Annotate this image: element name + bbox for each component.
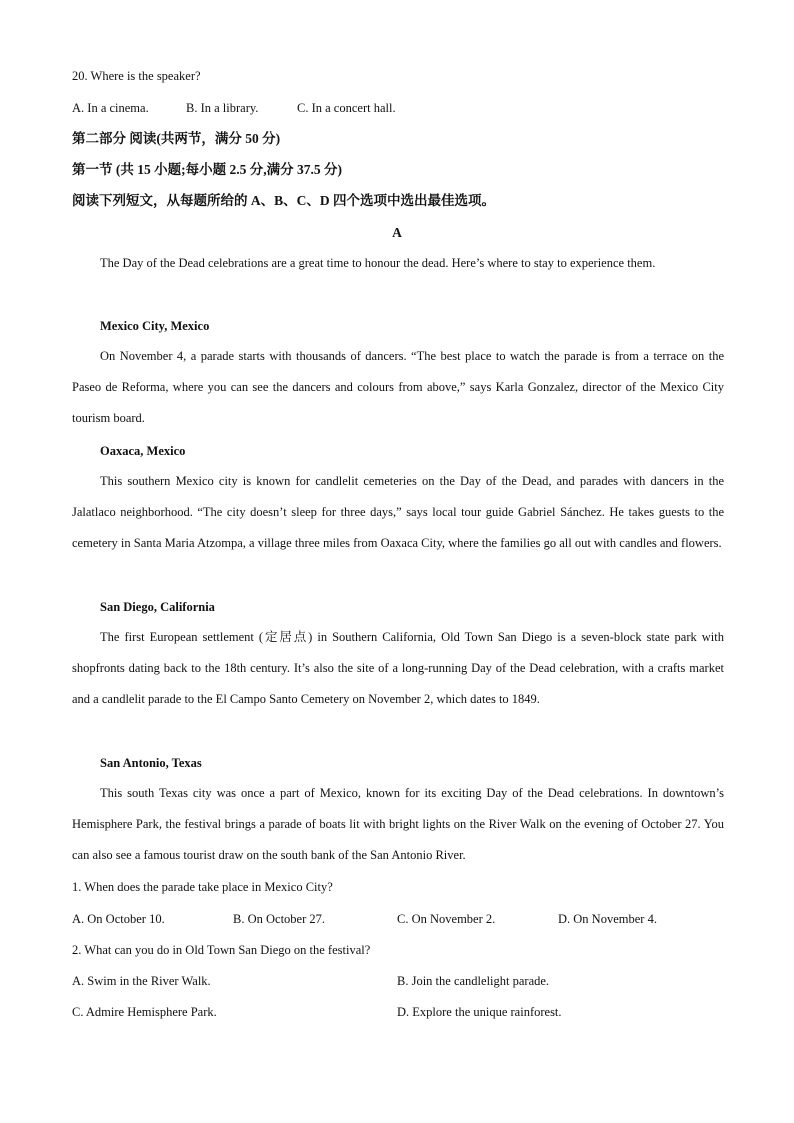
- question-20: 20. Where is the speaker?: [72, 69, 201, 83]
- q1-option-c: C. On November 2.: [397, 912, 496, 926]
- passage-label: A: [392, 225, 402, 240]
- q1-option-a: A. On October 10.: [72, 912, 165, 926]
- passage-intro: The Day of the Dead celebrations are a great time to honour the dead. Here’s where to stay to experience them.: [100, 256, 656, 270]
- section-1-heading: 第一节 (共 15 小题;每小题 2.5 分,满分 37.5 分): [72, 162, 342, 177]
- place-heading-san-antonio: San Antonio, Texas: [100, 756, 202, 770]
- place-text-mexico-city: On November 4, a parade starts with thousands of dancers. “The best place to watch the parade is from a terrace on the Paseo de Reforma, where you can see the dancers and colours from above,” says Karla Gonzalez, director of the Mexico City tourism board.: [72, 349, 724, 425]
- section-part2-heading: 第二部分 阅读(共两节，满分 50 分): [72, 131, 281, 146]
- question-1: 1. When does the parade take place in Mexico City?: [72, 880, 333, 894]
- q2-option-b: B. Join the candlelight parade.: [397, 974, 550, 988]
- q20-option-c: C. In a concert hall.: [297, 101, 396, 115]
- question-2: 2. What can you do in Old Town San Diego on the festival?: [72, 943, 371, 957]
- q20-option-a: A. In a cinema.: [72, 101, 149, 115]
- q1-option-d: D. On November 4.: [558, 912, 657, 926]
- q1-option-b: B. On October 27.: [233, 912, 325, 926]
- place-text-san-antonio: This south Texas city was once a part of Mexico, known for its exciting Day of the Dead celebrations. In downtown’s Hemisphere Park, the festival brings a parade of boats lit with bright lights on the River Walk on the evening of October 27. You can also see a famous tourist draw on the south bank of the San Antonio River.: [72, 786, 724, 862]
- place-heading-mexico-city: Mexico City, Mexico: [100, 319, 210, 333]
- place-text-oaxaca: This southern Mexico city is known for candlelit cemeteries on the Day of the Dead, and parades with dancers in the Jalatlaco neighborhood. “The city doesn’t sleep for three days,” says local tour guide Gabriel Sánchez. He takes guests to the cemetery in Santa Maria Atzompa, a village three miles from Oaxaca City, where the families go all out with candles and flowers.: [72, 474, 724, 550]
- q20-option-b: B. In a library.: [186, 101, 259, 115]
- place-text-san-diego: The first European settlement (定居点) in Southern California, Old Town San Diego is a seven-block state park with shopfronts dating back to the 18th century. It’s also the site of a long-running Day of the Dead celebration, with a crafts market and a candlelit parade to the El Campo Santo Cemetery on November 2, which dates to 1849.: [72, 630, 724, 706]
- q2-option-d: D. Explore the unique rainforest.: [397, 1005, 562, 1019]
- place-heading-oaxaca: Oaxaca, Mexico: [100, 444, 186, 458]
- place-heading-san-diego: San Diego, California: [100, 600, 215, 614]
- instruction: 阅读下列短文，从每题所给的 A、B、C、D 四个选项中选出最佳选项。: [72, 193, 496, 208]
- q2-option-c: C. Admire Hemisphere Park.: [72, 1005, 217, 1019]
- q2-option-a: A. Swim in the River Walk.: [72, 974, 211, 988]
